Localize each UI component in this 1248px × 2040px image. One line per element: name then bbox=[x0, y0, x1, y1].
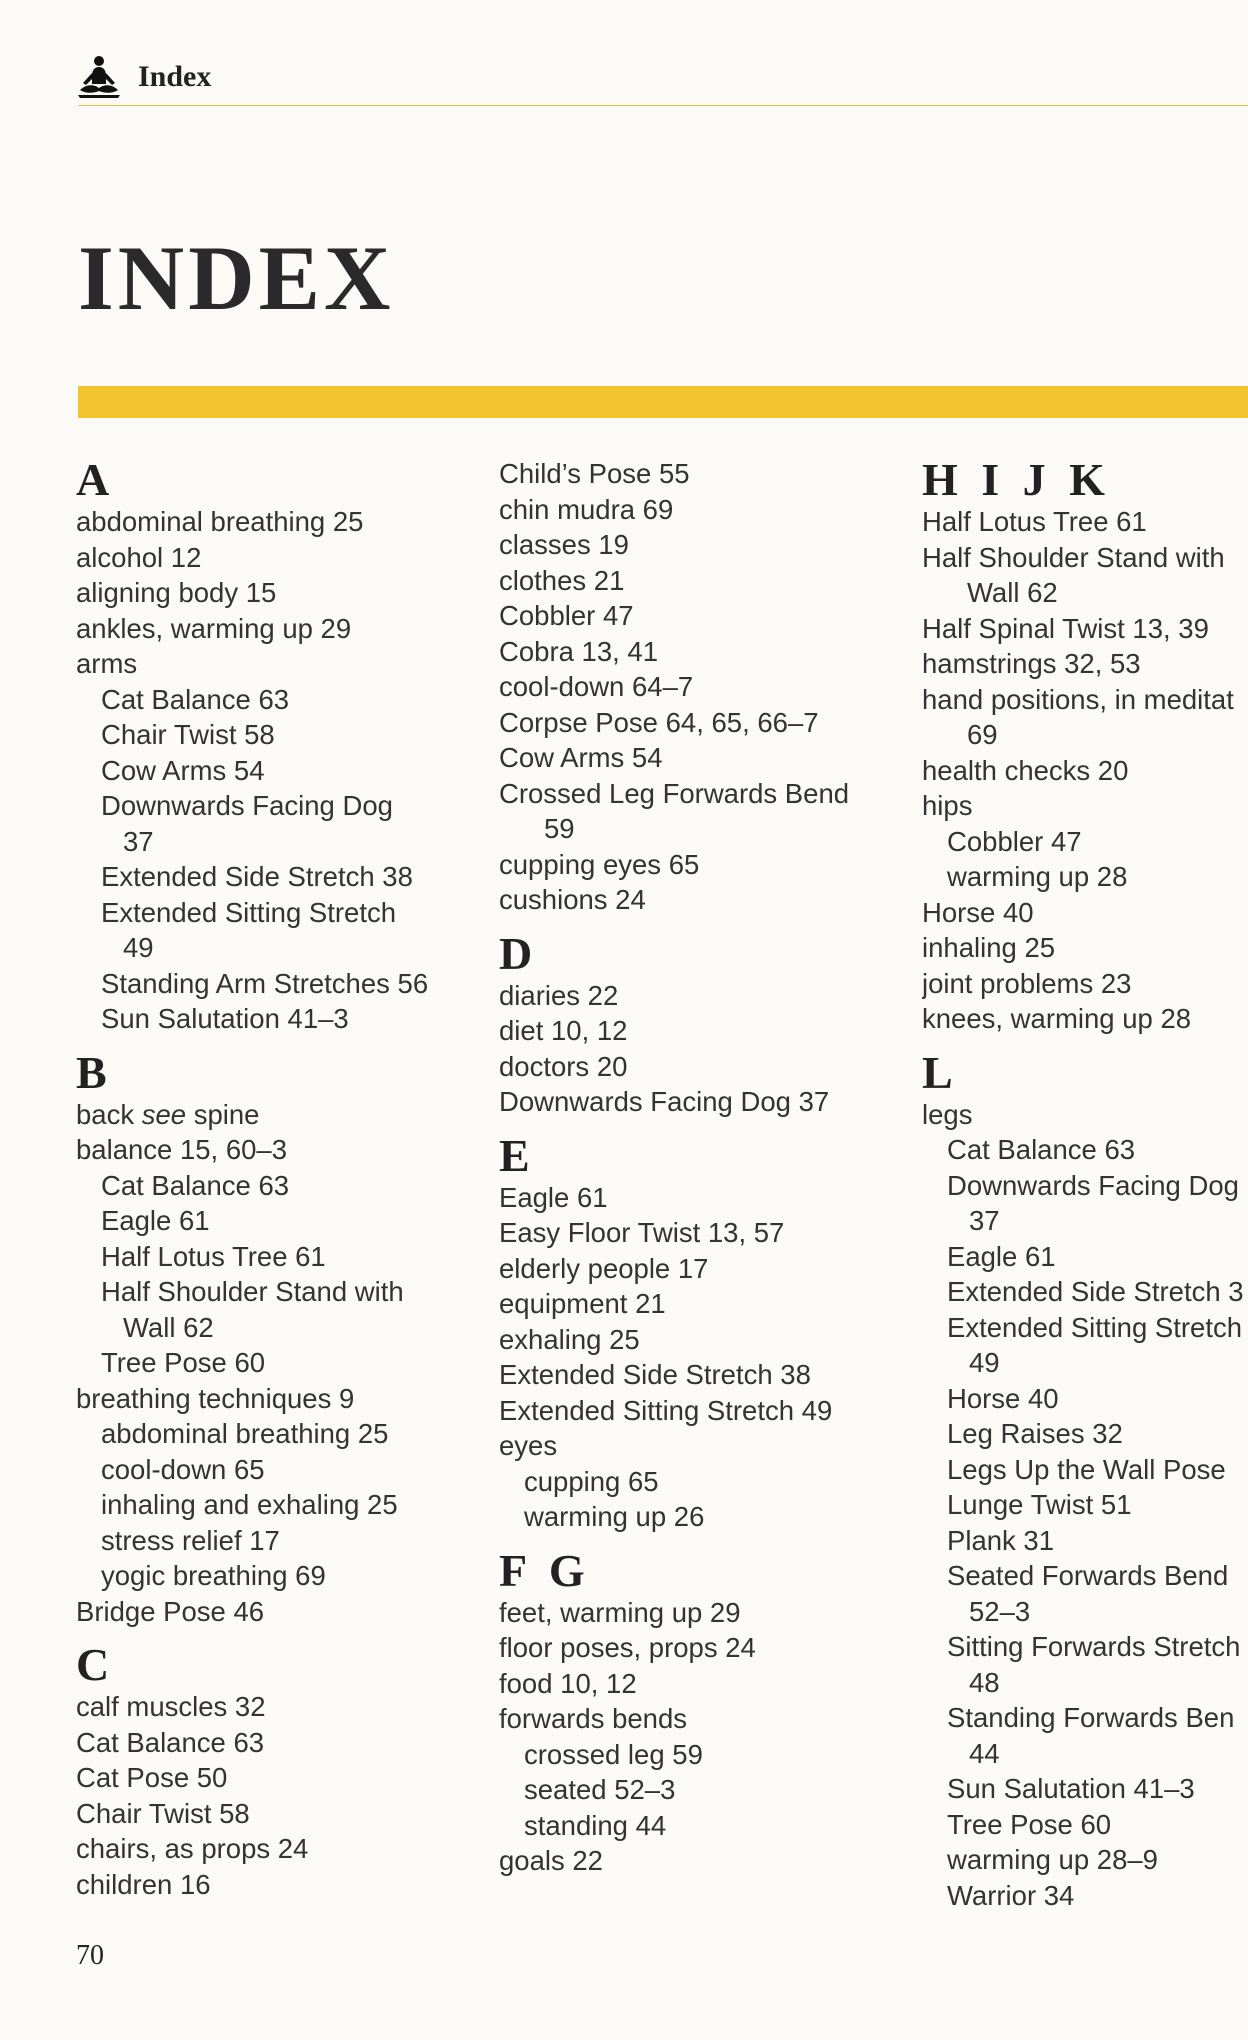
index-subentry: cupping 65 bbox=[524, 1465, 659, 1497]
index-subentry: Cobbler 47 bbox=[947, 825, 1082, 857]
index-entry: children 16 bbox=[76, 1868, 211, 1900]
index-subentry: warming up 28 bbox=[947, 861, 1128, 892]
index-entry-continuation: Wall 62 bbox=[967, 577, 1058, 608]
index-subentry: yogic breathing 69 bbox=[101, 1560, 326, 1591]
index-subentry: Extended Side Stretch 38 bbox=[101, 861, 413, 892]
index-subentry: Tree Pose 60 bbox=[101, 1347, 266, 1378]
index-entry: hand positions, in meditat bbox=[922, 683, 1234, 715]
index-entry-continuation: 69 bbox=[967, 719, 998, 750]
index-entry: Downwards Facing Dog 37 bbox=[499, 1086, 830, 1117]
index-entry: goals 22 bbox=[499, 1845, 603, 1876]
index-column-3 bbox=[922, 456, 1248, 1925]
index-entry: back see spine bbox=[76, 1098, 260, 1130]
section-letter: H I J K bbox=[922, 456, 1111, 505]
index-entry-continuation: 52–3 bbox=[969, 1595, 1031, 1627]
index-subentry: stress relief 17 bbox=[101, 1524, 280, 1556]
index-entry-continuation: 48 bbox=[969, 1666, 1000, 1698]
index-subentry: Cat Balance 63 bbox=[101, 1169, 290, 1201]
title-banner bbox=[78, 386, 1248, 418]
index-section bbox=[922, 456, 1248, 1037]
index-entry: Cat Pose 50 bbox=[76, 1762, 228, 1793]
index-entry: legs bbox=[922, 1098, 973, 1130]
index-entry: feet, warming up 29 bbox=[499, 1596, 741, 1628]
index-entry: cushions 24 bbox=[499, 884, 646, 915]
index-entry: health checks 20 bbox=[922, 754, 1129, 786]
index-subentry: cool-down 65 bbox=[101, 1453, 265, 1485]
index-entry: Bridge Pose 46 bbox=[76, 1595, 265, 1627]
index-subentry: Downwards Facing Dog bbox=[947, 1169, 1239, 1201]
index-subentry: seated 52–3 bbox=[524, 1774, 676, 1805]
index-entry: Child’s Pose 55 bbox=[499, 458, 690, 489]
index-entry-continuation: 37 bbox=[969, 1205, 1000, 1236]
index-entry: cupping eyes 65 bbox=[499, 848, 700, 880]
index-subentry: Cat Balance 63 bbox=[947, 1134, 1136, 1165]
index-entry: Cobbler 47 bbox=[499, 600, 634, 631]
index-entry: diet 10, 12 bbox=[499, 1015, 628, 1046]
index-subentry: Standing Forwards Ben bbox=[947, 1702, 1235, 1733]
page-number: 70 bbox=[76, 1940, 104, 1971]
page-title: INDEX bbox=[78, 227, 395, 329]
index-subentry: Extended Side Stretch 3 bbox=[947, 1276, 1244, 1307]
section-letter: E bbox=[499, 1129, 536, 1181]
index-subentry: standing 44 bbox=[524, 1809, 667, 1841]
index-entry-continuation: 59 bbox=[544, 813, 575, 844]
index-entry: calf muscles 32 bbox=[76, 1691, 266, 1722]
index-section bbox=[499, 456, 919, 918]
index-entry: Extended Side Stretch 38 bbox=[499, 1359, 811, 1390]
section-letter: F G bbox=[499, 1544, 591, 1596]
index-subentry: warming up 28–9 bbox=[947, 1844, 1158, 1875]
index-entry: Half Lotus Tree 61 bbox=[922, 506, 1147, 537]
index-section bbox=[76, 1641, 496, 1902]
index-entry: arms bbox=[76, 648, 138, 679]
index-subentry: Sun Salutation 41–3 bbox=[947, 1773, 1195, 1804]
index-subentry: Chair Twist 58 bbox=[101, 719, 275, 750]
index-entry: chairs, as props 24 bbox=[76, 1833, 309, 1864]
index-entry: equipment 21 bbox=[499, 1288, 666, 1319]
section-letter: C bbox=[76, 1639, 116, 1690]
index-entry: Chair Twist 58 bbox=[76, 1797, 250, 1829]
index-column-2 bbox=[499, 456, 919, 1891]
section-letter: D bbox=[499, 927, 539, 979]
index-entry: clothes 21 bbox=[499, 564, 625, 596]
index-subentry: Eagle 61 bbox=[947, 1240, 1056, 1272]
index-subentry: Seated Forwards Bend bbox=[947, 1560, 1229, 1591]
index-entry: classes 19 bbox=[499, 529, 629, 560]
running-header bbox=[76, 52, 211, 102]
index-subentry: Plank 31 bbox=[947, 1524, 1055, 1556]
index-subentry: warming up 26 bbox=[524, 1501, 705, 1532]
index-entry: knees, warming up 28 bbox=[922, 1003, 1192, 1034]
index-entry: eyes bbox=[499, 1430, 558, 1461]
index-subentry: Leg Raises 32 bbox=[947, 1418, 1123, 1449]
index-section bbox=[499, 1129, 919, 1535]
index-entry: cool-down 64–7 bbox=[499, 671, 694, 702]
index-subentry: abdominal breathing 25 bbox=[101, 1418, 389, 1449]
index-entry: Cobra 13, 41 bbox=[499, 635, 658, 667]
index-entry: balance 15, 60–3 bbox=[76, 1134, 288, 1165]
index-subentry: Half Lotus Tree 61 bbox=[101, 1240, 326, 1272]
index-entry: food 10, 12 bbox=[499, 1667, 637, 1699]
index-entry: Cat Balance 63 bbox=[76, 1726, 265, 1758]
index-subentry: Legs Up the Wall Pose bbox=[947, 1453, 1226, 1485]
index-section bbox=[499, 927, 919, 1120]
index-subentry: Extended Sitting Stretch bbox=[947, 1311, 1243, 1343]
index-entry: hamstrings 32, 53 bbox=[922, 648, 1141, 679]
index-section bbox=[499, 1544, 919, 1879]
index-entry: Half Spinal Twist 13, 39 bbox=[922, 612, 1209, 644]
index-entry: inhaling 25 bbox=[922, 932, 1056, 963]
index-entry: forwards bends bbox=[499, 1703, 688, 1734]
index-subentry: Lunge Twist 51 bbox=[947, 1489, 1132, 1520]
index-subentry: Extended Sitting Stretch bbox=[101, 896, 397, 928]
index-entry: Corpse Pose 64, 65, 66–7 bbox=[499, 706, 819, 738]
index-entry: chin mudra 69 bbox=[499, 493, 674, 525]
running-header-label: Index bbox=[138, 60, 212, 93]
index-subentry: Tree Pose 60 bbox=[947, 1808, 1112, 1840]
index-subentry: Downwards Facing Dog bbox=[101, 790, 393, 821]
index-entry: aligning body 15 bbox=[76, 577, 277, 608]
index-entry: abdominal breathing 25 bbox=[76, 506, 364, 537]
section-letter: A bbox=[76, 454, 116, 505]
index-subentry: Horse 40 bbox=[947, 1382, 1059, 1414]
index-entry: Eagle 61 bbox=[499, 1181, 608, 1213]
index-entry: floor poses, props 24 bbox=[499, 1632, 756, 1663]
index-subentry: inhaling and exhaling 25 bbox=[101, 1489, 398, 1520]
index-entry: doctors 20 bbox=[499, 1050, 628, 1082]
index-subentry: Cow Arms 54 bbox=[101, 754, 265, 786]
index-entry: breathing techniques 9 bbox=[76, 1382, 355, 1414]
index-subentry: Half Shoulder Stand with bbox=[101, 1276, 404, 1307]
index-entry: Crossed Leg Forwards Bend bbox=[499, 777, 850, 809]
index-entry: Horse 40 bbox=[922, 896, 1034, 928]
index-entry: exhaling 25 bbox=[499, 1323, 640, 1355]
index-entry: Cow Arms 54 bbox=[499, 742, 663, 773]
index-column-1 bbox=[76, 456, 496, 1914]
index-subentry: Eagle 61 bbox=[101, 1205, 210, 1236]
index-entry: Half Shoulder Stand with bbox=[922, 541, 1225, 573]
index-entry: joint problems 23 bbox=[922, 967, 1132, 999]
index-entry: ankles, warming up 29 bbox=[76, 612, 352, 644]
index-subentry: crossed leg 59 bbox=[524, 1738, 703, 1770]
index-entry-continuation: 37 bbox=[123, 825, 154, 857]
index-entry-continuation: 49 bbox=[123, 932, 154, 963]
index-entry-continuation: 49 bbox=[969, 1347, 1000, 1378]
section-letter: B bbox=[76, 1046, 113, 1098]
header-rule bbox=[78, 105, 1248, 106]
index-entry: hips bbox=[922, 790, 973, 821]
index-entry-continuation: 44 bbox=[969, 1737, 1000, 1769]
index-entry: diaries 22 bbox=[499, 979, 619, 1011]
index-subentry: Sitting Forwards Stretch bbox=[947, 1631, 1241, 1662]
meditation-figure-icon bbox=[76, 54, 122, 100]
see-reference: see bbox=[141, 1098, 187, 1130]
index-section bbox=[922, 1046, 1248, 1914]
index-subentry: Sun Salutation 41–3 bbox=[101, 1003, 349, 1034]
index-entry: alcohol 12 bbox=[76, 541, 202, 573]
index-subentry: Warrior 34 bbox=[947, 1879, 1075, 1911]
index-section bbox=[76, 456, 496, 1037]
index-entry: elderly people 17 bbox=[499, 1252, 709, 1284]
section-letter: L bbox=[922, 1046, 959, 1098]
index-entry: Extended Sitting Stretch 49 bbox=[499, 1394, 833, 1426]
index-section bbox=[76, 1046, 496, 1630]
index-subentry: Standing Arm Stretches 56 bbox=[101, 967, 429, 999]
index-entry: Easy Floor Twist 13, 57 bbox=[499, 1217, 785, 1248]
index-subentry: Cat Balance 63 bbox=[101, 683, 290, 715]
index-entry-continuation: Wall 62 bbox=[123, 1311, 214, 1343]
